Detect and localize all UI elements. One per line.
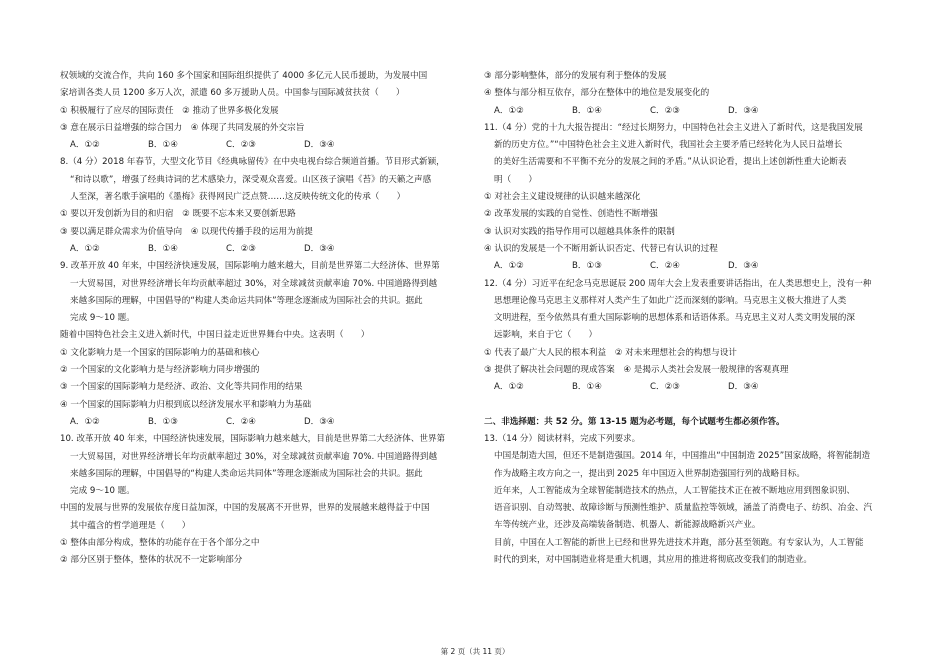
option-c[interactable]: C．②③ (226, 140, 257, 151)
item-line: ③ 部分影响整体，部分的发展有利于整体的发展 (484, 71, 667, 81)
question-line: 随着中国特色社会主义进入新时代，中国日益走近世界舞台中央。这表明（ ） (60, 330, 370, 341)
paragraph-line: 作为战略主攻方向之一，提出到 2025 年中国迈入世界制造强国行列的战略目标。 (494, 468, 805, 479)
question-13-stem: 13.（14 分）阅读材料，完成下列要求。 (484, 433, 641, 444)
item-line: ① 对社会主义建设规律的认识越来越深化 (484, 192, 641, 203)
question-line: 其中蕴含的哲学道理是（ ） (70, 520, 191, 531)
text-line: 人至深，著名歌手演唱的《墨梅》获得网民广泛点赞……这反映传统文化的传承（ ） (70, 192, 406, 203)
paragraph-line: 目前，中国在人工智能的新世上已经和世界先进技术并跑，部分甚至领跑。有专家认为，人工智能 (494, 537, 864, 548)
item-line: ① 文化影响力是一个国家的国际影响力的基础和核心 (60, 347, 260, 358)
option-b[interactable]: B．①④ (572, 105, 602, 116)
option-c[interactable]: C．②④ (226, 416, 257, 427)
item-line: ① 整体由部分构成，整体的功能存在于各个部分之中 (60, 538, 260, 549)
text-line: 权领域的交流合作，共向 160 多个国家和国际组织提供了 4000 多亿元人民币援助，为发展中国 (60, 71, 428, 81)
option-a[interactable]: A．①② (70, 243, 100, 254)
text-line: 来越多国际的理解，中国倡导的“构建人类命运共同体”等理念逐渐成为国际社会的共识。据此 (70, 468, 423, 479)
text-line: “和诗以歌”，增强了经典诗词的艺术感染力，深受观众喜爱。山区孩子演唱《苔》的天籁之声感 (70, 174, 432, 185)
question-10-stem: 10. 改革开放 40 年来，中国经济快速发展，国际影响力越来越大，目前是世界第二大经济体、世界第 (60, 434, 446, 445)
question-9-stem: 9. 改革开放 40 年来，中国经济快速发展，国际影响力越来越大，目前是世界第二大经济体、世界第 (60, 261, 440, 272)
option-d[interactable]: D．③④ (304, 140, 335, 151)
right-column (484, 68, 884, 569)
answer-options (60, 137, 460, 154)
section-heading: 二、非选择题：共 52 分。第 13-15 题为必考题，每个试题考生都必须作答。 (484, 416, 785, 427)
option-a[interactable]: A．①② (70, 140, 100, 151)
item-line: ③ 意在展示日益增强的综合国力 ④ 体现了共同发展的外交宗旨 (60, 122, 305, 133)
item-line: ④ 一个国家的国际影响力归根到底以经济发展水平和影响力为基础 (60, 399, 312, 410)
paragraph-line: 车等传统产业，还涉及高端装备制造、机器人、新能源战略新兴产业。 (494, 520, 761, 531)
item-line: ① 代表了最广大人民的根本利益 ② 对未来理想社会的构想与设计 (484, 347, 737, 358)
answer-options (484, 258, 884, 275)
option-a[interactable]: A．①② (494, 105, 524, 116)
item-line: ③ 一个国家的国际影响力是经济、政治、文化等共同作用的结果 (60, 382, 303, 393)
option-c[interactable]: C．②④ (650, 261, 681, 272)
item-line: ① 要以开发创新为目的和归宿 ② 既要不忘本来又要创新思路 (60, 209, 296, 220)
text-line: 新的历史方位。”“中国特色社会主义进入新时代，我国社会主要矛盾已经转化为人民日益增长 (494, 140, 843, 151)
page-footer: 第 2 页（共 11 页） (440, 647, 510, 656)
paragraph-line: 近年来，人工智能成为全球智能制造技术的热点，人工智能技术正在被不断地应用到图象识别、 (494, 485, 855, 496)
answer-options (484, 379, 884, 396)
text-line: 家培训各类人员 1200 多万人次，派遣 60 多万援助人员。中国参与国际减贫扶贫（ ） (60, 88, 405, 99)
option-d[interactable]: D．③④ (728, 105, 759, 116)
paragraph-line: 时代的到来，对中国制造业将是重大机遇，其应用的推进将彻底改变我们的制造业。 (494, 555, 812, 566)
item-line: ③ 要以满足群众需求为价值导向 ④ 以现代传播手段的运用为前提 (60, 226, 313, 237)
option-b[interactable]: B．①④ (148, 243, 178, 254)
option-b[interactable]: B．①④ (572, 382, 602, 393)
option-b[interactable]: B．①④ (148, 140, 178, 151)
option-d[interactable]: D．③④ (728, 261, 759, 272)
left-column (60, 68, 460, 570)
question-12-stem: 12.（4 分）习近平在纪念马克思诞辰 200 周年大会上发表重要讲话指出，在人类思想史上，没有一种 (484, 278, 872, 289)
answer-options (484, 103, 884, 120)
option-b[interactable]: B．①③ (148, 416, 178, 427)
paragraph-line: 语音识别、自动驾驶、故障诊断与预测性维护、质量监控等领域，涵盖了消费电子、纺织、冶金、汽 (494, 503, 873, 514)
text-line: 来越多国际的理解，中国倡导的“构建人类命运共同体”等理念逐渐成为国际社会的共识。据此 (70, 295, 423, 306)
text-line: 远影响，来自于它（ ） (494, 330, 598, 341)
answer-options (60, 414, 460, 431)
option-d[interactable]: D．③④ (304, 416, 335, 427)
answer-options (60, 241, 460, 258)
question-line: 中国的发展与世界的发展依存度日益加深，中国的发展离不开世界，世界的发展越来越得益于中国 (60, 503, 430, 514)
option-a[interactable]: A．①② (494, 261, 524, 272)
option-a[interactable]: A．①② (70, 416, 100, 427)
paragraph-line: 中国是制造大国，但还不是制造强国。2014 年，中国推出“中国制造 2025”国家战略，将智能制造 (494, 451, 871, 462)
option-b[interactable]: B．①③ (572, 261, 602, 272)
item-line: ④ 整体与部分相互依存，部分在整体中的地位是发展变化的 (484, 88, 710, 99)
item-line: ④ 认识的发展是一个不断用新认识否定、代替已有认识的过程 (484, 243, 718, 254)
question-8-stem: 8.（4 分）2018 年春节，大型文化节目《经典咏留传》在中央电视台综合频道首播。节目形式新颖， (60, 157, 445, 168)
item-line: ② 部分区别于整体，整体的状况不一定影响部分 (60, 555, 243, 566)
text-line: 一大贸易国，对世界经济增长年均贡献率超过 30%，对全球减贫贡献率逾 70%. 中国道路得到越 (70, 451, 438, 462)
option-c[interactable]: C．②③ (650, 105, 681, 116)
text-line: 思想理论像马克思主义那样对人类产生了如此广泛而深刻的影响。马克思主义极大推进了人类 (494, 295, 847, 306)
option-c[interactable]: C．②③ (226, 243, 257, 254)
option-d[interactable]: D．③④ (304, 243, 335, 254)
item-line: ① 积极履行了应尽的国际责任 ② 推动了世界多极化发展 (60, 105, 279, 116)
item-line: ③ 提供了解决社会问题的现成答案 ④ 是揭示人类社会发展一般规律的客观真理 (484, 365, 789, 376)
item-line: ② 一个国家的文化影响力是与经济影响力同步增强的 (60, 365, 260, 376)
text-line: 明（ ） (494, 174, 537, 185)
option-a[interactable]: A．①② (494, 382, 524, 393)
text-line: 完成 9～10 题。 (70, 486, 135, 497)
question-11-stem: 11.（4 分）党的十九大报告提出：“经过长期努力，中国特色社会主义进入了新时代，这是我国发展 (484, 122, 863, 133)
text-line: 的美好生活需要和不平衡不充分的发展之间的矛盾。”从认识论看，提出上述创新性重大论断表 (494, 157, 847, 168)
item-line: ② 改革发展的实践的自觉性、创造性不断增强 (484, 209, 658, 220)
option-c[interactable]: C．②③ (650, 382, 681, 393)
text-line: 文明进程，至今依然具有重大国际影响的思想体系和话语体系。马克思主义对人类文明发展的深 (494, 313, 855, 324)
text-line: 一大贸易国，对世界经济增长年均贡献率超过 30%，对全球减贫贡献率逾 70%. 中国道路得到越 (70, 278, 438, 289)
option-d[interactable]: D．③④ (728, 382, 759, 393)
text-line: 完成 9～10 题。 (70, 313, 135, 324)
item-line: ③ 认识对实践的指导作用可以超越具体条件的限制 (484, 226, 675, 237)
